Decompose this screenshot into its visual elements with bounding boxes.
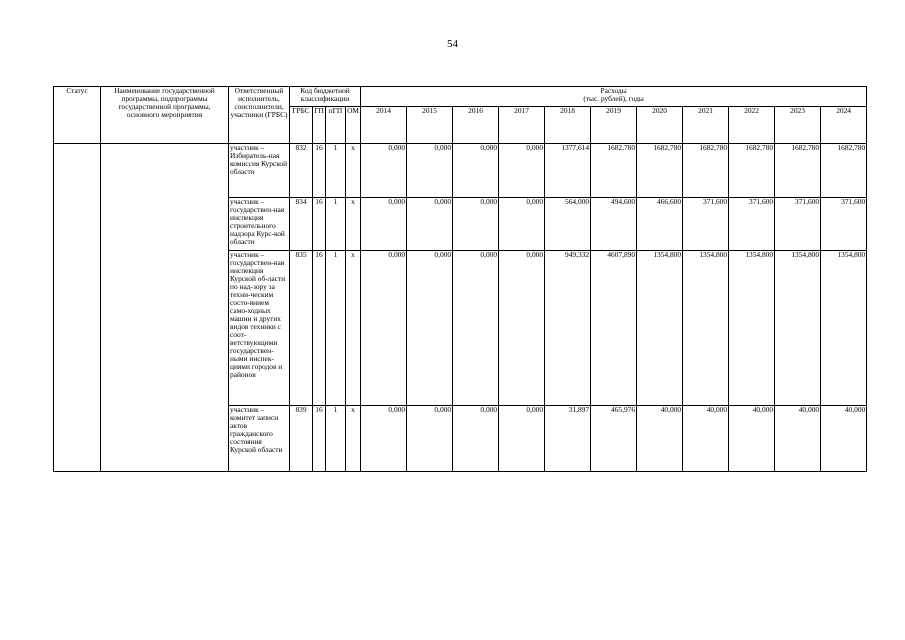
value-cell: 0,000: [361, 144, 407, 198]
code-om: x: [346, 198, 361, 251]
header-status: Статус: [54, 87, 101, 144]
header-budget-code: Код бюджетной классификации: [290, 87, 361, 107]
code-gp: 16: [313, 406, 326, 472]
value-cell: 371,600: [775, 198, 821, 251]
value-cell: 0,000: [453, 198, 499, 251]
value-cell: 40,000: [729, 406, 775, 472]
value-cell: 0,000: [453, 406, 499, 472]
code-pgp: 1: [326, 406, 346, 472]
header-expenses-unit: (тыс. рублей), годы: [583, 94, 644, 103]
value-cell: 4607,890: [591, 251, 637, 406]
value-cell: 0,000: [499, 198, 545, 251]
header-code-pgp: пГП: [326, 107, 346, 144]
code-om: x: [346, 406, 361, 472]
value-cell: 0,000: [499, 144, 545, 198]
header-year: 2018: [545, 107, 591, 144]
responsible-cell: участник – государствен-ная инспекция Курской об-ласти по над-зору за техни-ческим состо-янием само-ходных машин и других видов техники с соот-ветствующими государствен-ными инспек-циями городов и районов: [229, 251, 290, 406]
header-code-gp: ГП: [313, 107, 326, 144]
header-year: 2017: [499, 107, 545, 144]
header-year: 2023: [775, 107, 821, 144]
table-row: [54, 144, 867, 198]
value-cell: 1682,780: [591, 144, 637, 198]
value-cell: 1682,780: [637, 144, 683, 198]
value-cell: 1354,800: [821, 251, 867, 406]
header-year: 2014: [361, 107, 407, 144]
code-grbs: 834: [290, 198, 313, 251]
value-cell: 0,000: [361, 198, 407, 251]
value-cell: 371,600: [683, 198, 729, 251]
value-cell: 371,600: [821, 198, 867, 251]
code-pgp: 1: [326, 198, 346, 251]
header-year: 2021: [683, 107, 729, 144]
header-year: 2019: [591, 107, 637, 144]
value-cell: 0,000: [361, 406, 407, 472]
responsible-cell: участник – Избиратель-ная комиссия Курской области: [229, 144, 290, 198]
value-cell: 31,897: [545, 406, 591, 472]
value-cell: 0,000: [407, 144, 453, 198]
header-year: 2022: [729, 107, 775, 144]
value-cell: 0,000: [407, 198, 453, 251]
value-cell: 1354,800: [775, 251, 821, 406]
value-cell: 465,976: [591, 406, 637, 472]
header-responsible: Ответственный исполнитель, соисполнители, участники (ГРБС): [229, 87, 290, 144]
value-cell: 564,000: [545, 198, 591, 251]
value-cell: 1354,800: [683, 251, 729, 406]
header-year: 2015: [407, 107, 453, 144]
value-cell: 1377,614: [545, 144, 591, 198]
value-cell: 1682,780: [683, 144, 729, 198]
header-code-grbs: ГРБС: [290, 107, 313, 144]
value-cell: 371,600: [729, 198, 775, 251]
code-gp: 16: [313, 144, 326, 198]
header-expenses-title: Расходы: [600, 86, 627, 95]
value-cell: 1354,800: [637, 251, 683, 406]
status-cell: [54, 144, 101, 472]
header-code-om: ОМ: [346, 107, 361, 144]
code-om: x: [346, 144, 361, 198]
value-cell: 40,000: [637, 406, 683, 472]
value-cell: 1682,780: [821, 144, 867, 198]
value-cell: 0,000: [407, 406, 453, 472]
header-expenses: [361, 87, 867, 107]
value-cell: 1682,780: [729, 144, 775, 198]
code-pgp: 1: [326, 144, 346, 198]
value-cell: 1682,780: [775, 144, 821, 198]
value-cell: 0,000: [361, 251, 407, 406]
header-year: 2024: [821, 107, 867, 144]
value-cell: 40,000: [775, 406, 821, 472]
budget-table: [53, 86, 867, 472]
value-cell: 494,600: [591, 198, 637, 251]
value-cell: 1354,800: [729, 251, 775, 406]
value-cell: 0,000: [453, 251, 499, 406]
header-year: 2020: [637, 107, 683, 144]
value-cell: 40,000: [683, 406, 729, 472]
code-pgp: 1: [326, 251, 346, 406]
code-gp: 16: [313, 251, 326, 406]
code-grbs: 832: [290, 144, 313, 198]
value-cell: 949,332: [545, 251, 591, 406]
value-cell: 0,000: [499, 406, 545, 472]
page-number: 54: [447, 38, 458, 50]
value-cell: 466,600: [637, 198, 683, 251]
value-cell: 0,000: [407, 251, 453, 406]
program-name-cell: [101, 144, 229, 472]
value-cell: 0,000: [499, 251, 545, 406]
responsible-cell: участник – государствен-ная инспекция строительного надзора Курс-кой области: [229, 198, 290, 251]
header-name: Наименование государственной программы, подпрограммы государственной программы, основного мероприятия: [101, 87, 229, 144]
value-cell: 40,000: [821, 406, 867, 472]
header-year: 2016: [453, 107, 499, 144]
value-cell: 0,000: [453, 144, 499, 198]
code-gp: 16: [313, 198, 326, 251]
code-om: x: [346, 251, 361, 406]
code-grbs: 839: [290, 406, 313, 472]
code-grbs: 835: [290, 251, 313, 406]
responsible-cell: участник – комитет записи актов гражданского состояния Курской области: [229, 406, 290, 472]
